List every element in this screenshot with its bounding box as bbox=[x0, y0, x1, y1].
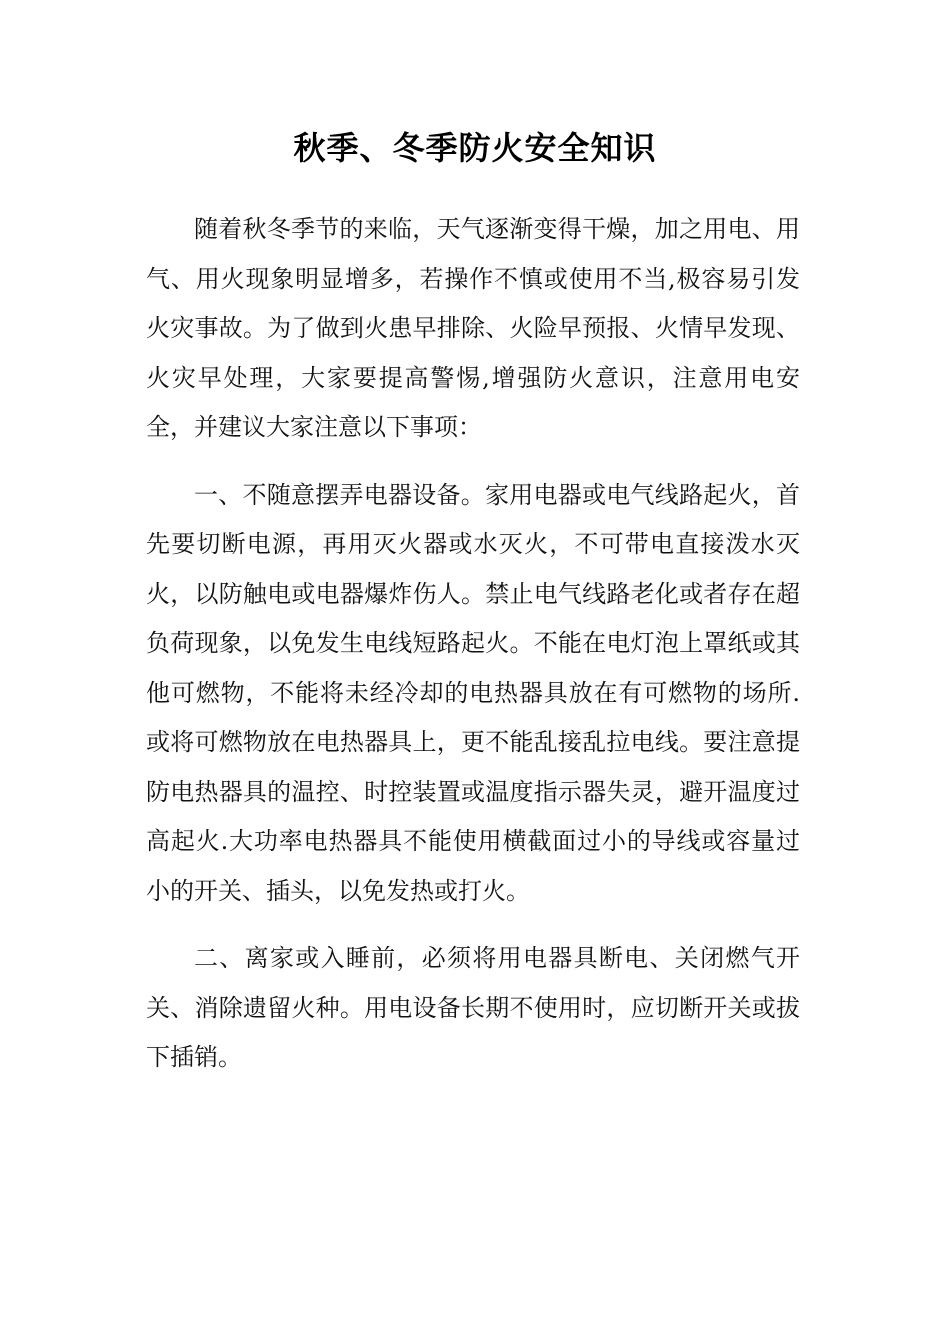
paragraph-item-1: 一、不随意摆弄电器设备。家用电器或电气线路起火，首先要切断电源，再用灭火器或水灭火，不可带电直接泼水灭火，以防触电或电器爆炸伤人。禁止电气线路老化或者存在超负荷现象，以免发生电线短路起火。不能在电灯泡上罩纸或其他可燃物，不能将未经冷却的电热器具放在有可燃物的场所.或将可燃物放在电热器具上，更不能乱接乱拉电线。要注意提防电热器具的温控、时控装置或温度指示器失灵，避开温度过高起火.大功率电热器具不能使用横截面过小的导线或容量过小的开关、插头，以免发热或打火。 bbox=[146, 480, 800, 905]
document-title: 秋季、冬季防火安全知识 bbox=[293, 129, 657, 167]
paragraph-item-2: 二、离家或入睡前，必须将用电器具断电、关闭燃气开关、消除遗留火种。用电设备长期不使用时，应切断开关或拔下插销。 bbox=[146, 944, 800, 1071]
document-body bbox=[146, 205, 800, 1083]
paragraph-intro: 随着秋冬季节的来临，天气逐渐变得干燥，加之用电、用气、用火现象明显增多，若操作不慎或使用不当,极容易引发火灾事故。为了做到火患早排除、火险早预报、火情早发现、火灾早处理，大家要提高警惕,增强防火意识，注意用电安全，并建议大家注意以下事项： bbox=[146, 215, 800, 441]
